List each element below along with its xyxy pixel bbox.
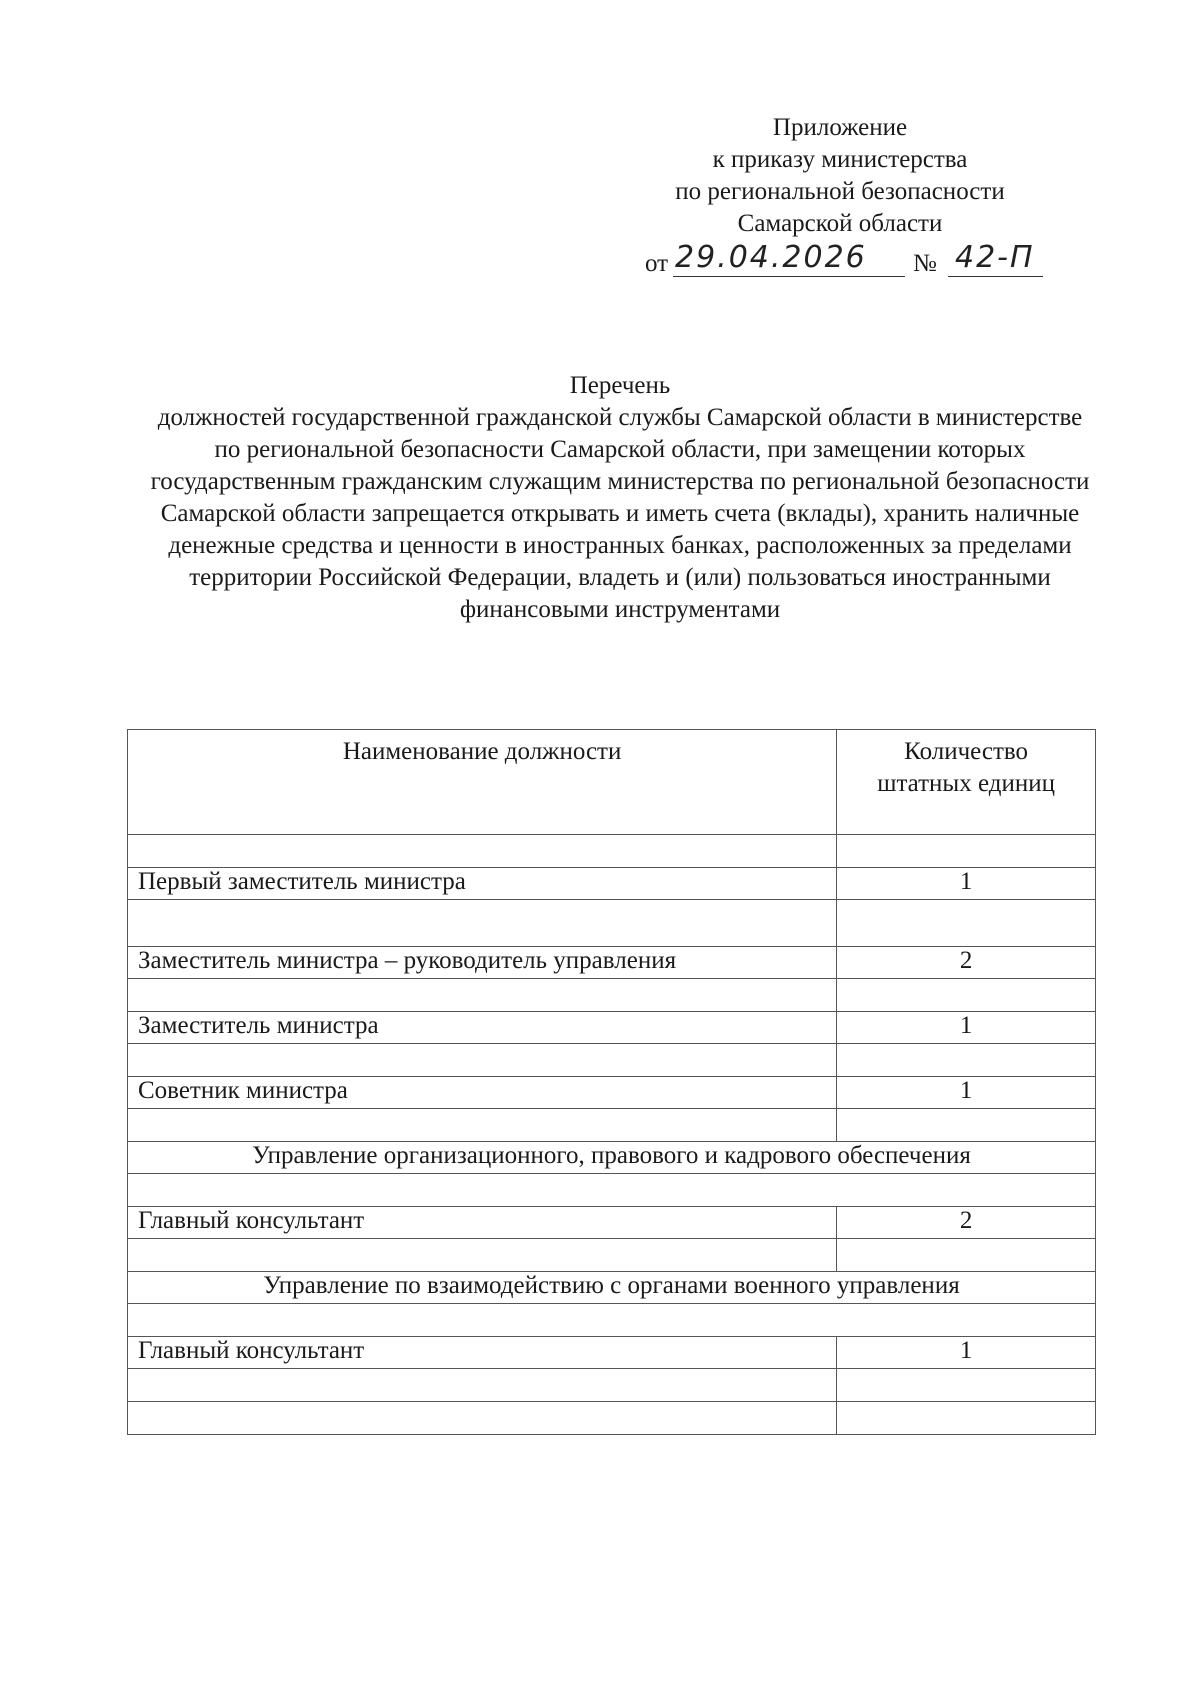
position-name: Заместитель министра – руководитель управления	[128, 947, 837, 979]
handwritten-number: 42-П	[955, 240, 1035, 275]
table-spacer-row	[128, 1304, 1096, 1337]
table-spacer-row	[128, 1402, 1096, 1435]
table-spacer-row	[128, 1239, 1096, 1272]
department-title: Управление по взаимодействию с органами военного управления	[128, 1272, 1096, 1304]
table-row	[128, 1337, 1096, 1369]
position-qty: 2	[837, 947, 1096, 979]
number-prefix: №	[913, 250, 937, 277]
position-name: Заместитель министра	[128, 1012, 837, 1044]
table-spacer-row	[128, 1044, 1096, 1077]
attachment-line: Самарской области	[737, 210, 943, 237]
position-name: Главный консультант	[128, 1207, 837, 1239]
table-row	[128, 1077, 1096, 1109]
table-row	[128, 1207, 1096, 1239]
attachment-header	[640, 112, 1040, 240]
position-qty: 2	[837, 1207, 1096, 1239]
date-underline	[673, 276, 905, 277]
position-qty: 1	[837, 1337, 1096, 1369]
position-name: Главный консультант	[128, 1337, 837, 1369]
title-body: должностей государственной гражданской службы Самарской области в министерстве по региональной безопасности Самарской области, при замещении которых государственным гражданским служащим министерства по региональной безопасности Самарской области запрещается открывать и иметь счета (вклады), хранить наличные денежные средства и ценности в иностранных банках, расположенных за пределами территории Российской Федерации, владеть и (или) пользоваться иностранными финансовыми инструментами	[150, 404, 1090, 623]
position-name: Первый заместитель министра	[128, 868, 837, 900]
position-qty: 1	[837, 868, 1096, 900]
table-spacer-row	[128, 1109, 1096, 1142]
handwritten-date: 29.04.2026	[675, 240, 867, 275]
department-row	[128, 1272, 1096, 1304]
table-row	[128, 947, 1096, 979]
title-heading: Перечень	[569, 372, 671, 399]
document-title	[150, 370, 1090, 626]
header-position: Наименование должности	[128, 730, 837, 835]
table-spacer-row	[128, 835, 1096, 868]
department-title: Управление организационного, правового и кадрового обеспечения	[128, 1142, 1096, 1174]
positions-table	[127, 729, 1096, 1435]
number-underline	[948, 276, 1043, 277]
position-name: Советник министра	[128, 1077, 837, 1109]
date-prefix: от	[645, 250, 669, 277]
header-quantity-text: Количество штатных единиц	[877, 738, 1055, 797]
table-header-row	[128, 730, 1096, 835]
attachment-line: к приказу министерства	[712, 146, 968, 173]
header-quantity	[837, 730, 1096, 835]
order-date-number	[645, 240, 1045, 280]
table-spacer-row	[128, 979, 1096, 1012]
table-spacer-row	[128, 1174, 1096, 1207]
position-qty: 1	[837, 1012, 1096, 1044]
table-row	[128, 1012, 1096, 1044]
table-spacer-row	[128, 900, 1096, 947]
attachment-line: по региональной безопасности	[675, 178, 1005, 205]
position-qty: 1	[837, 1077, 1096, 1109]
attachment-line: Приложение	[772, 114, 908, 141]
department-row	[128, 1142, 1096, 1174]
table-spacer-row	[128, 1369, 1096, 1402]
table-row	[128, 868, 1096, 900]
